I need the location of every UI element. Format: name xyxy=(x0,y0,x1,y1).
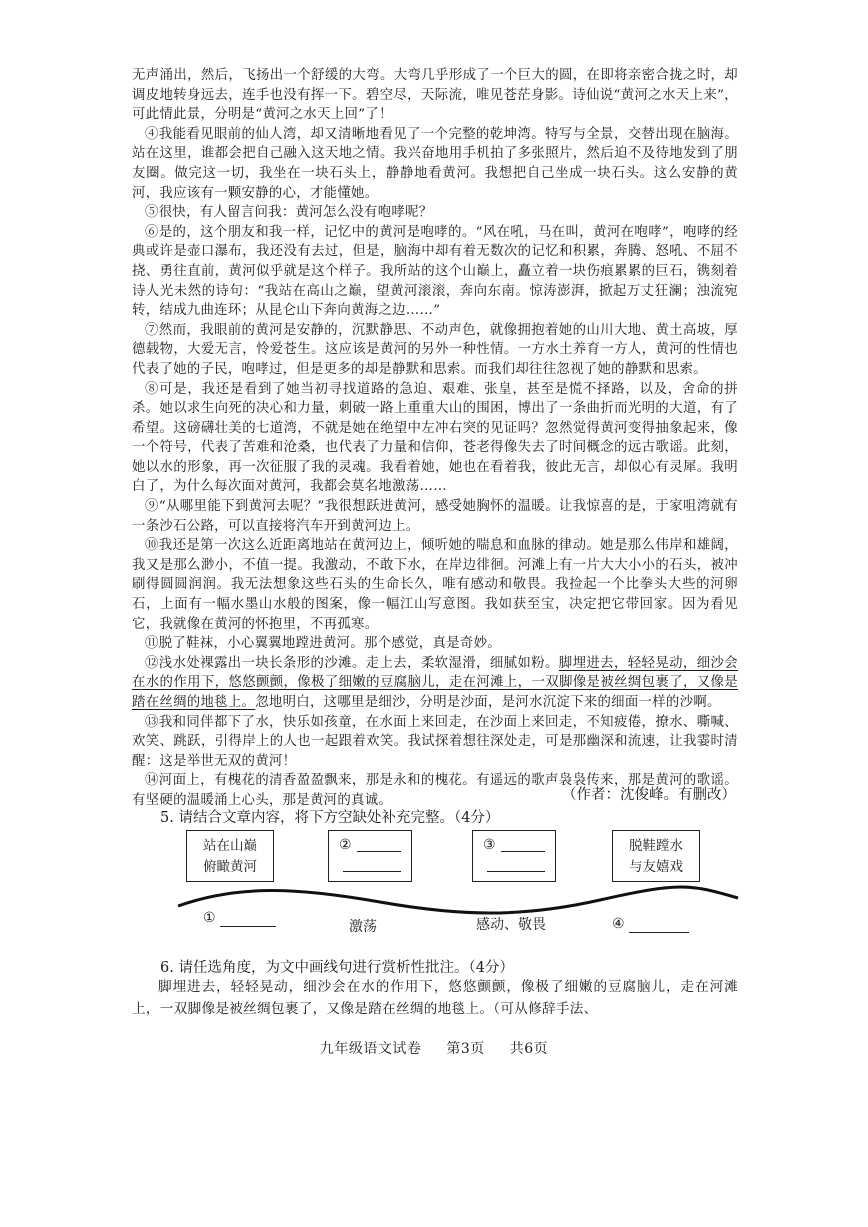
blank-4-number: ④ xyxy=(612,916,625,932)
footer-page-number: 第3页 xyxy=(446,1041,485,1057)
paragraph-9: ⑨“从哪里能下到黄河去呢？”我很想跃进黄河，感受她胸怀的温暖。让我惊喜的是，于家咀湾就有一条沙石公路，可以直接将汽车开到黄河边上。 xyxy=(132,499,738,534)
paragraph-5: ⑤很快，有人留言问我：黄河怎么没有咆哮呢？ xyxy=(145,205,433,221)
paragraph-8: ⑧可是，我还是看到了她当初寻找道路的急迫、艰难、张皇，甚至是慌不择路，以及，舍命的拼杀。她以求生向死的决心和力量，刺破一路上重重大山的围困，博出了一条曲折而光明的大道，有了希望。这磅礴壮美的七道湾，不就是她在绝望中左冲右突的见证吗？忽然觉得黄河变得抽象起来，像一个符号，代表了苦难和沧桑，也代表了力量和信仰，苍老得像失去了时间概念的远古歌谣。此刻，她以水的形象，再一次征服了我的灵魂。我看着她，她也在看着我，彼此无言，却似心有灵犀。我明白了，为什么每次面对黄河，我都会莫名地激荡…… xyxy=(132,381,738,495)
emotion-label-gandong: 感动、敬畏 xyxy=(476,917,546,933)
blank-2-number: ② xyxy=(339,837,352,853)
paragraph-4: ④我能看见眼前的仙人湾，却又清晰地看见了一个完整的乾坤湾。特写与全景，交替出现在脑海。站在这里，谁都会把自己融入这天地之情。我兴奋地用手机拍了多张照片，然后迫不及待地发到了朋友圈。做完这一切，我坐在一块石头上，静静地看黄河。我想把自己坐成一块石头。这么安静的黄河，我应该有一颗安静的心，才能懂她。 xyxy=(132,126,738,201)
page-footer xyxy=(0,1038,868,1058)
paragraph-7: ⑦然而，我眼前的黄河是安静的，沉默静思、不动声色，就像拥抱着她的山川大地、黄土高坡，厚德载物，大爱无言，怜爱苍生。这应该是黄河的另外一种性情。一方水土养育一方人，黄河的性情也代表了她的子民，咆哮过，但是更多的却是静默和思索。而我们却往往忽视了她的静默和思索。 xyxy=(132,322,738,377)
footer-exam-title: 九年级语文试卷 xyxy=(319,1041,422,1057)
paragraph-13: ⑬我和同伴都下了水，快乐如孩童，在水面上来回走，在沙面上来回走，不知疲倦，撩水、嘶喊、欢笑、跳跃，引得岸上的人也一起跟着欢笑。我试探着想往深处走，可是那幽深和流速，让我霎时清醒：这是举世无双的黄河！ xyxy=(132,714,738,769)
question-6-body xyxy=(132,976,738,1020)
blank-3-number: ③ xyxy=(483,837,496,853)
flow-box-4-line1: 脱鞋蹚水 xyxy=(629,838,683,854)
paragraph-10: ⑩我还是第一次这么近距离地站在黄河边上，倾听她的喘息和血脉的律动。她是那么伟岸和雄阔，我又是那么渺小，不值一提。我激动，不敢下水，在岸边徘徊。河滩上有一片大大小小的石头，被冲刷得圆圆润润。我无法想象这些石头的生命长久，唯有感动和敬畏。我捡起一个比拳头大些的河卵石，上面有一幅水墨山水般的图案，像一幅江山写意图。我如获至宝，决定把它带回家。因为看见它，我就像在黄河的怀抱里，不再孤寒。 xyxy=(132,538,738,632)
paragraph-12-end: 忽地明白，这哪里是细沙，分明是沙面，是河水沉淀下来的细面一样的沙啊。 xyxy=(255,695,721,710)
flow-box-4-line2: 与友嬉戏 xyxy=(629,859,683,875)
question-6-prompt: 6. 请任选角度，为文中画线句进行赏析性批注。（4分） xyxy=(160,960,514,976)
blank-1-number: ① xyxy=(203,910,216,926)
blank-4-line[interactable] xyxy=(629,932,689,933)
paragraph-14: ⑭河面上，有槐花的清香盈盈飘来，那是永和的槐花。有遥远的歌声袅袅传来，那是黄河的歌谣。有坚硬的温暖涌上心头，那是黄河的真诚。 xyxy=(132,773,738,808)
flow-box-1-line2: 俯瞰黄河 xyxy=(203,859,257,875)
flow-box-1-line1: 站在山巅 xyxy=(203,838,257,854)
paragraph-6: ⑥是的，这个朋友和我一样，记忆中的黄河是咆哮的。“风在吼，马在叫，黄河在咆哮”，咆哮的经典或许是壶口瀑布，我还没有去过，但是，脑海中却有着无数次的记忆和积累，奔腾、怒吼、不屈不挠、勇往直前，黄河似乎就是这个样子。我所站的这个山巅上，矗立着一块伤痕累累的巨石，镌刻着诗人光未然的诗句：“我站在高山之巅，望黄河滚滚，奔向东南。惊涛澎湃，掀起万丈狂澜；浊流宛转，结成九曲连环；从昆仑山下奔向黄海之边……” xyxy=(132,224,738,319)
question-6-quote: 脚埋进去，轻轻晃动，细沙会在水的作用下，悠悠颤颤，像极了细嫩的豆腐脑儿，走在河滩上，一双脚像是被丝绸包裹了，又像是踏在丝绸的地毯上。（可从修辞手法、 xyxy=(132,979,738,1017)
question-5-prompt: 5. 请结合文章内容，将下方空缺处补充完整。（4分） xyxy=(160,810,500,826)
underlined-sentence: 脚埋进去，轻轻晃动，细沙会在水的作用下，悠悠颤颤，像极了细嫩的豆腐脑儿，走在河滩上，一双脚像是被丝绸包裹了，又像是踏在丝绸的地毯上。 xyxy=(132,655,739,710)
emotion-label-jidang: 激荡 xyxy=(349,919,377,935)
paragraph-12-start: ⑫浅水处裸露出一块长条形的沙滩。走上去，柔软湿滑，细腻如粉。 xyxy=(145,655,559,671)
blank-1-line[interactable] xyxy=(220,926,276,927)
author-credit: （作者：沈俊峰。有删改） xyxy=(562,787,736,803)
paragraph-11: ⑪脱了鞋袜，小心翼翼地蹚进黄河。那个感觉，真是奇妙。 xyxy=(145,636,501,652)
footer-total-pages: 共6页 xyxy=(509,1041,549,1057)
paragraph-3-end: 无声涌出，然后，飞扬出一个舒缓的大弯。大弯几乎形成了一个巨大的圆，在即将亲密合拢之时，却调皮地转身远去，连手也没有挥一下。碧空尽，天际流，唯见苍茫身影。诗仙说“黄河之水天上来”，可此情此景，分明是“黄河之水天上回”了！ xyxy=(132,68,738,123)
